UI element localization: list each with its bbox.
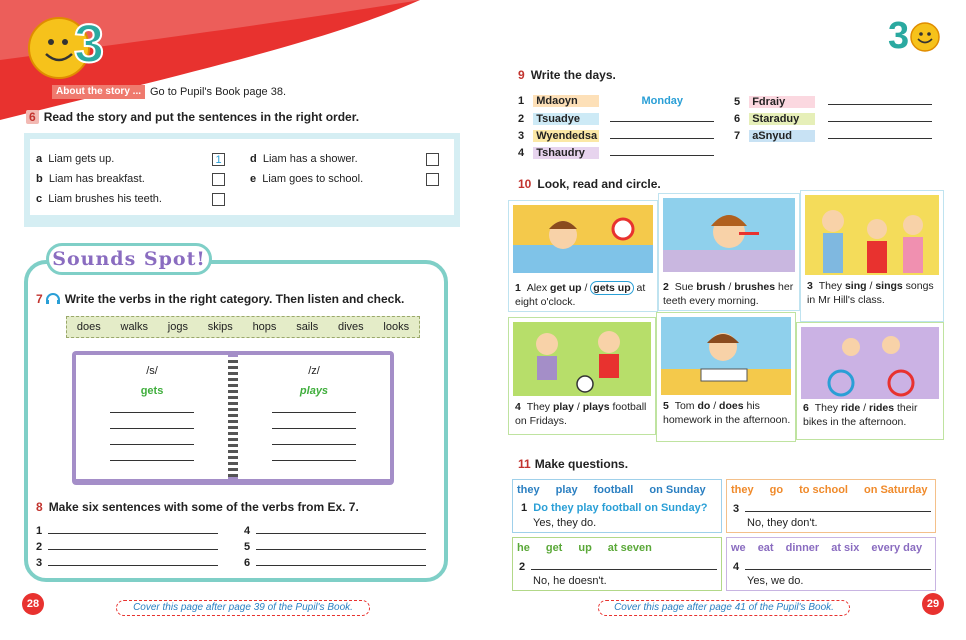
ex6-item-b: b Liam has breakfast.	[36, 173, 145, 185]
verb-hops: hops	[252, 321, 277, 333]
ex7-notebook	[72, 351, 394, 485]
ex10-panel-6	[796, 322, 944, 440]
panel-6-option-2[interactable]: rides	[868, 402, 895, 414]
ex9-answer-7[interactable]	[828, 129, 932, 139]
ex8-line-4[interactable]: 4	[244, 524, 426, 537]
col-s-line-4[interactable]	[110, 451, 194, 461]
panel-2-option-2[interactable]: brushes	[734, 281, 776, 293]
ex8-number: 8	[36, 500, 43, 514]
col-z-line-3[interactable]	[272, 435, 356, 445]
verb-looks: looks	[383, 321, 410, 333]
sounds-spot-banner	[46, 243, 212, 275]
ex9-scrambled-5: Fdraiy	[749, 96, 815, 108]
ex6-item-a: a Liam gets up.	[36, 153, 115, 165]
ex9-item-5: 5 Fdraiy	[734, 95, 932, 108]
ex10-number: 10	[518, 177, 532, 191]
panel-4-option-2[interactable]: plays	[582, 401, 610, 413]
ex11-box-2-question[interactable]: 2	[519, 560, 717, 573]
ex11-number: 11	[518, 457, 531, 471]
ex7-heading	[36, 292, 404, 306]
panel-3-option-2[interactable]: sings	[875, 280, 903, 292]
ex8-line-5[interactable]: 5	[244, 540, 426, 553]
panel-4-option-1[interactable]: play	[552, 401, 574, 413]
ex10-panel-3	[800, 190, 944, 322]
ex11-box-4-words: we eat dinner at six every day	[731, 542, 923, 554]
ex6-answer-box-c[interactable]	[212, 193, 225, 206]
ex8-line-6[interactable]: 6	[244, 556, 426, 569]
ex9-heading	[518, 68, 616, 82]
ex10-panel-5	[656, 312, 796, 442]
ex6-item-c: c Liam brushes his teeth.	[36, 193, 162, 205]
ex6-title: Read the story and put the sentences in the right order.	[43, 110, 360, 124]
ex11-box-1-words: they play football on Sunday	[517, 484, 706, 496]
page-number-left: 28	[22, 593, 44, 615]
ex9-item-4: 4 Tshaudry	[518, 146, 714, 159]
panel-1-option-2[interactable]: gets up	[590, 281, 633, 295]
panel-2-picture	[663, 198, 795, 272]
ex6-item-d: d Liam has a shower.	[250, 153, 358, 165]
unit-logo-right	[886, 14, 946, 58]
ex9-scrambled-4: Tshaudry	[533, 147, 599, 159]
panel-5-option-1[interactable]: do	[697, 400, 711, 412]
ex9-answer-6[interactable]	[828, 112, 932, 122]
panel-1-text: 1 Alex get up / gets up at eight o'clock.	[515, 282, 646, 308]
ex7-number: 7	[36, 292, 43, 306]
ex10-title: Look, read and circle.	[537, 177, 661, 191]
ex11-box-3-words: they go to school on Saturday	[731, 484, 928, 496]
unit-logo-left	[22, 8, 117, 83]
panel-1-picture	[513, 205, 653, 273]
ex11-box-3-answer: No, they don't.	[747, 517, 818, 529]
ex10-heading	[518, 177, 661, 191]
ex9-item-7: 7 aSnyud	[734, 129, 932, 142]
panel-1-option-1[interactable]: get up	[550, 282, 582, 294]
panel-6-picture	[801, 327, 939, 399]
ex11-box-3-question[interactable]: 3	[733, 502, 931, 515]
ex9-scrambled-1: Mdaoyn	[533, 95, 599, 107]
verb-walks: walks	[120, 321, 149, 333]
ex8-line-1[interactable]: 1	[36, 524, 218, 537]
ex7-verb-bank	[66, 316, 420, 338]
col-z-line-4[interactable]	[272, 451, 356, 461]
col-s-line-1[interactable]	[110, 403, 194, 413]
notebook-left-page	[76, 355, 228, 479]
ex9-answer-4[interactable]	[610, 146, 714, 156]
ex6-answer-box-b[interactable]	[212, 173, 225, 186]
ex11-title: Make questions.	[534, 457, 629, 471]
verb-jogs: jogs	[167, 321, 188, 333]
footer-note-left: Cover this page after page 39 of the Pupil's Book.	[116, 600, 370, 616]
ex11-box-1	[512, 479, 722, 533]
ex11-box-1-answer: Yes, they do.	[533, 517, 597, 529]
col-s-heading: /s/	[146, 365, 158, 377]
panel-5-option-2[interactable]: does	[719, 400, 744, 412]
panel-2-text: 2 Sue brush / brushes her teeth every morning.	[663, 281, 794, 307]
col-s-line-3[interactable]	[110, 435, 194, 445]
ex9-scrambled-3: Wyendedsa	[533, 130, 599, 142]
unit-number: 3	[74, 14, 105, 74]
ex9-number: 9	[518, 68, 525, 82]
ex10-panel-1	[508, 200, 658, 312]
ex11-box-4-question[interactable]: 4	[733, 560, 931, 573]
page-number-right: 29	[922, 593, 944, 615]
ex7-title: Write the verbs in the right category. Then listen and check.	[64, 292, 405, 306]
col-s-example: gets	[140, 385, 164, 397]
ex11-box-1-question: 1 Do they play football on Sunday?	[521, 502, 708, 514]
ex11-heading	[518, 457, 628, 471]
panel-4-picture	[513, 322, 651, 396]
footer-note-right: Cover this page after page 41 of the Pupil's Book.	[598, 600, 850, 616]
ex9-answer-3[interactable]	[610, 129, 714, 139]
verb-sails: sails	[296, 321, 319, 333]
ex9-item-2: 2 Tsuadye	[518, 112, 714, 125]
ex8-title: Make six sentences with some of the verbs from Ex. 7.	[48, 500, 359, 514]
panel-6-text: 6 They ride / rides their bikes in the afternoon.	[803, 402, 918, 428]
ex6-answer-box-a[interactable]: 1	[212, 153, 225, 166]
ex6-answer-box-d[interactable]	[426, 153, 439, 166]
col-z-example: plays	[299, 385, 329, 397]
ex11-box-3	[726, 479, 936, 533]
panel-3-picture	[805, 195, 939, 275]
col-z-line-2[interactable]	[272, 419, 356, 429]
verb-skips: skips	[207, 321, 233, 333]
ex10-panel-4	[508, 317, 656, 435]
ex6-heading	[26, 110, 359, 124]
ex9-answer-1[interactable]: Monday	[641, 95, 684, 107]
ex9-scrambled-7: aSnyud	[749, 130, 815, 142]
ex9-title: Write the days.	[530, 68, 616, 82]
ex8-line-2[interactable]: 2	[36, 540, 218, 553]
col-z-line-1[interactable]	[272, 403, 356, 413]
unit-number-right: 3	[888, 15, 910, 57]
verb-dives: dives	[337, 321, 364, 333]
panel-5-picture	[661, 317, 791, 395]
ex9-scrambled-2: Tsuadye	[533, 113, 599, 125]
panel-6-option-1[interactable]: ride	[840, 402, 861, 414]
ex10-panel-2	[658, 193, 800, 311]
ex9-answer-5[interactable]	[828, 95, 932, 105]
ex11-box-2-answer: No, he doesn't.	[533, 575, 607, 587]
ex9-answer-2[interactable]	[610, 112, 714, 122]
panel-4-text: 4 They play / plays football on Fridays.	[515, 401, 647, 427]
ex9-scrambled-6: Staraduy	[749, 113, 815, 125]
panel-3-text: 3 They sing / sings songs in Mr Hill's class.	[807, 280, 934, 306]
ex8-line-3[interactable]: 3	[36, 556, 218, 569]
col-z-heading: /z/	[308, 365, 320, 377]
notebook-spiral	[228, 357, 238, 477]
about-story-text: Go to Pupil's Book page 38.	[150, 86, 287, 98]
ex6-item-e: e Liam goes to school.	[250, 173, 364, 185]
ex6-box	[30, 139, 454, 215]
ex6-number: 6	[26, 110, 39, 124]
ex9-item-1: 1 Mdaoyn Monday	[518, 95, 714, 107]
ex11-box-4	[726, 537, 936, 591]
ex11-box-4-answer: Yes, we do.	[747, 575, 804, 587]
ex9-item-3: 3 Wyendedsa	[518, 129, 714, 142]
about-story	[52, 85, 286, 99]
col-s-line-2[interactable]	[110, 419, 194, 429]
about-story-tag: About the story ...	[52, 85, 145, 99]
ex11-box-2	[512, 537, 722, 591]
ex6-panel	[24, 133, 460, 227]
ex8-heading	[36, 500, 359, 514]
ex9-item-6: 6 Staraduy	[734, 112, 932, 125]
ex11-box-2-words: he get up at seven	[517, 542, 652, 554]
ex6-answer-box-e[interactable]	[426, 173, 439, 186]
sounds-spot-title: Sounds Spot!	[52, 248, 206, 270]
panel-2-option-1[interactable]: brush	[696, 281, 726, 293]
panel-3-option-1[interactable]: sing	[844, 280, 867, 292]
panel-5-text: 5 Tom do / does his homework in the afternoon.	[663, 400, 791, 426]
headphones-icon[interactable]	[45, 293, 61, 305]
notebook-right-page	[238, 355, 390, 479]
verb-does: does	[76, 321, 101, 333]
